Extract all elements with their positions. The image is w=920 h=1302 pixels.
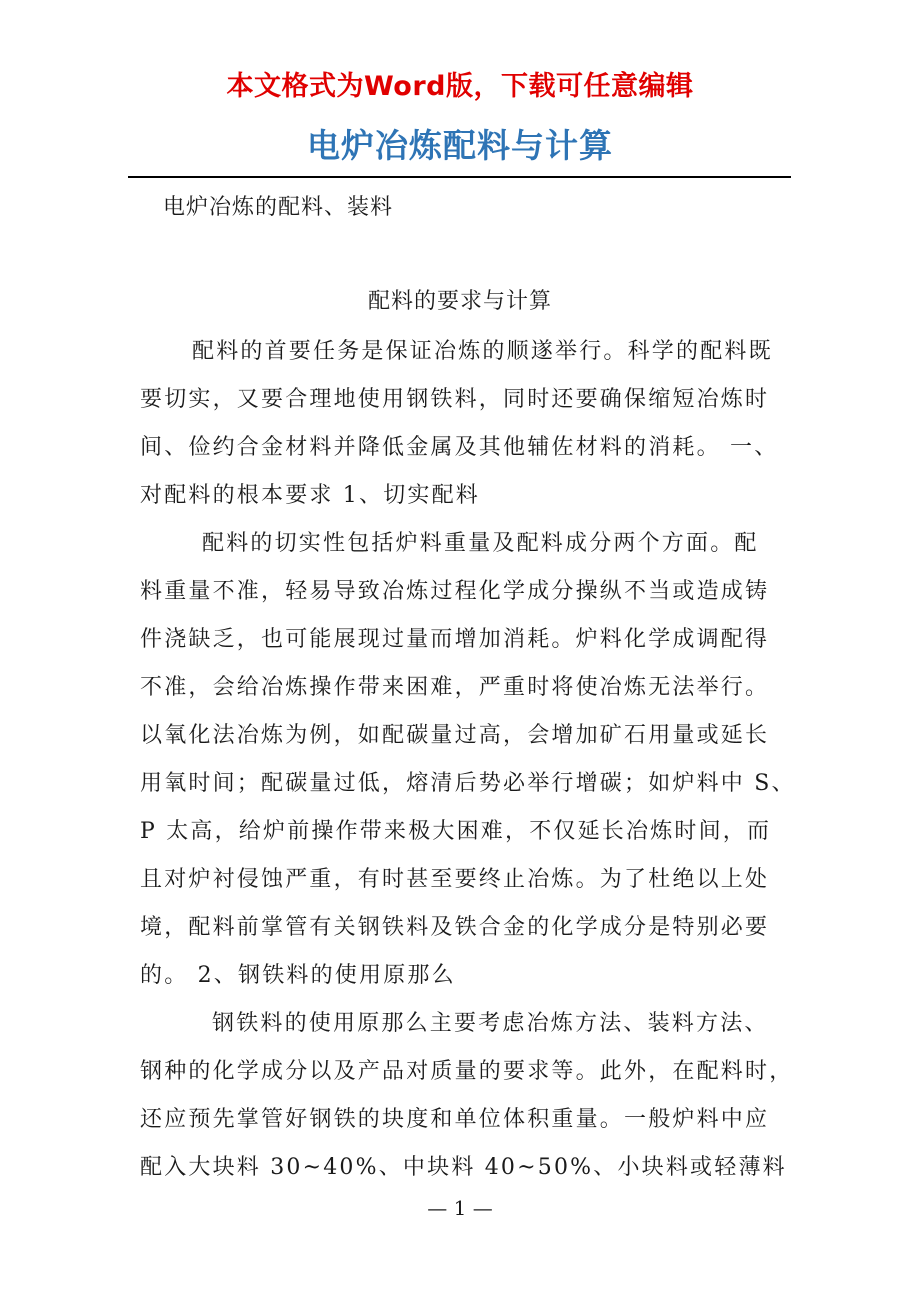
- text-line: 件浇缺乏，也可能展现过量而增加消耗。炉料化学成调配得: [140, 627, 770, 652]
- text-line: 还应预先掌管好钢铁的块度和单位体积重量。一般炉料中应: [140, 1107, 770, 1132]
- title-divider: [128, 176, 791, 178]
- text-line: 对配料的根本要求 1、切实配料: [140, 483, 480, 508]
- text-line: P 太高，给炉前操作带来极大困难，不仅延长冶炼时间，而: [140, 819, 772, 844]
- text-line: 钢铁料的使用原那么主要考虑冶炼方法、装料方法、: [212, 1011, 769, 1036]
- text-line: 且对炉衬侵蚀严重，有时甚至要终止冶炼。为了杜绝以上处: [140, 867, 770, 892]
- text-line: 钢种的化学成分以及产品对质量的要求等。此外，在配料时，: [140, 1059, 794, 1084]
- page-number: — 1 —: [427, 1196, 493, 1220]
- text-line: 配料的首要任务是保证冶炼的顺遂举行。科学的配料既: [192, 339, 773, 364]
- text-line: 境，配料前掌管有关钢铁料及铁合金的化学成分是特别必要: [140, 915, 770, 940]
- text-line: 不准，会给冶炼操作带来困难，严重时将使冶炼无法举行。: [140, 675, 770, 700]
- text-line: 以氧化法冶炼为例，如配碳量过高，会增加矿石用量或延长: [140, 723, 770, 748]
- text-line: 配料的切实性包括炉料重量及配料成分两个方面。配: [202, 531, 759, 556]
- text-line: 配入大块料 30~40%、中块料 40~50%、小块料或轻薄料: [140, 1155, 787, 1180]
- subheading: 电炉冶炼的配料、装料: [163, 195, 394, 220]
- text-line: 用氧时间；配碳量过低，熔清后势必举行增碳；如炉料中 S、: [140, 771, 796, 796]
- text-line: 的。 2、钢铁料的使用原那么: [140, 963, 456, 988]
- text-line: 要切实，又要合理地使用钢铁料，同时还要确保缩短冶炼时: [140, 387, 770, 412]
- document-title: 电炉冶炼配料与计算: [307, 126, 613, 165]
- format-banner: 本文格式为Word版，下载可任意编辑: [226, 71, 694, 102]
- text-line: 间、俭约合金材料并降低金属及其他辅佐材料的消耗。 一、: [140, 435, 779, 460]
- text-line: 料重量不准，轻易导致冶炼过程化学成分操纵不当或造成铸: [140, 579, 770, 604]
- section-title: 配料的要求与计算: [367, 289, 552, 314]
- body-text: [140, 328, 798, 1192]
